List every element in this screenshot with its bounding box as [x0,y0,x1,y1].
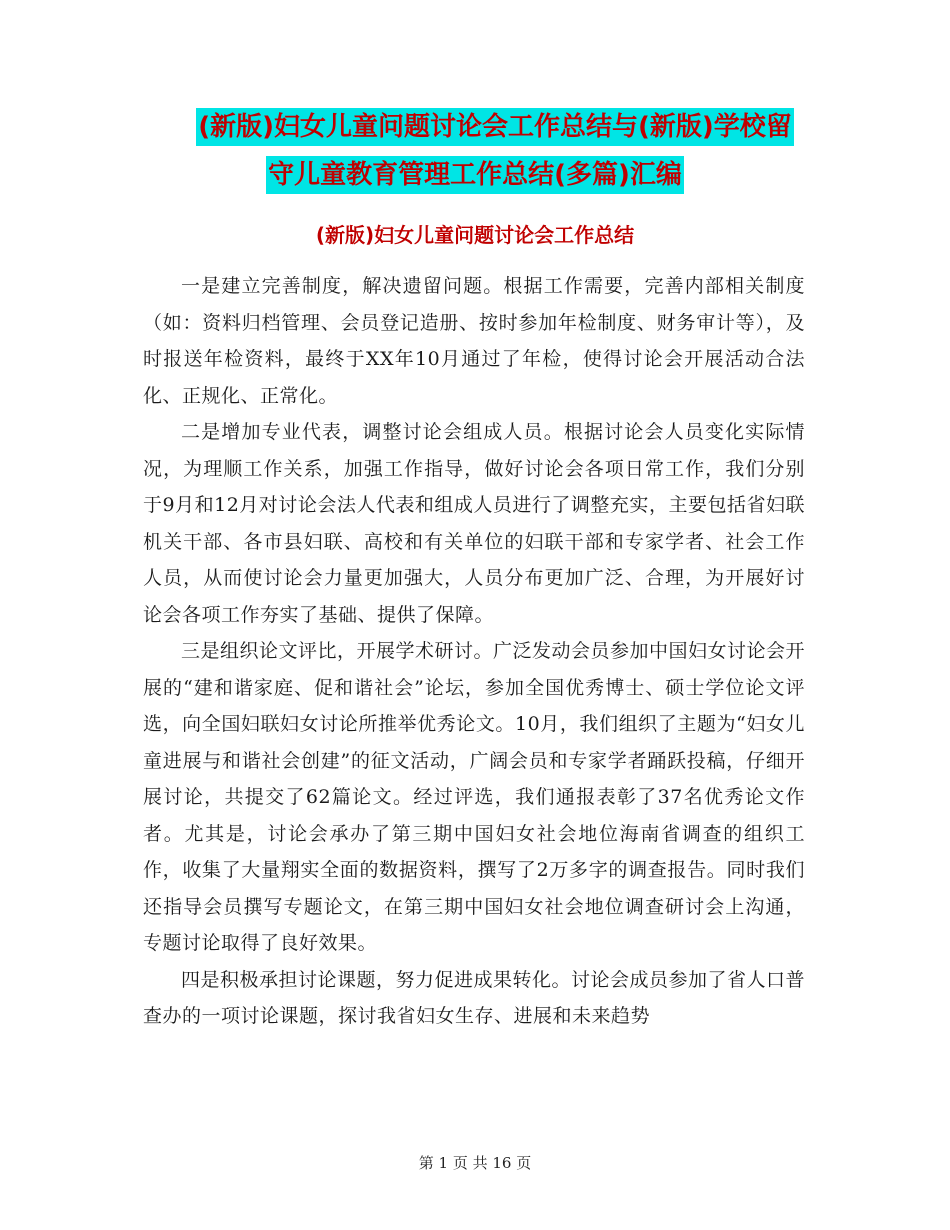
paragraph: 四是积极承担讨论课题，努力促进成果转化。讨论会成员参加了省人口普查办的一项讨论课题，探讨我省妇女生存、进展和未来趋势 [143,968,806,1027]
paragraph: 二是增加专业代表，调整讨论会组成人员。根据讨论会人员变化实际情况，为理顺工作关系，加强工作指导，做好讨论会各项日常工作，我们分别于9月和12月对讨论会法人代表和组成人员进行了调整充实，主要包括省妇联机关干部、各市县妇联、高校和有关单位的妇联干部和专家学者、社会工作人员，从而使讨论会力量更加强大，人员分布更加广泛、合理，为开展好讨论会各项工作夯实了基础、提供了保障。 [143,421,805,626]
paragraph: 三是组织论文评比，开展学术研讨。广泛发动会员参加中国妇女讨论会开展的“建和谐家庭、促和谐社会”论坛，参加全国优秀博士、硕士学位论文评选，向全国妇联妇女讨论所推举优秀论文。10月，我们组织了主题为“妇女儿童进展与和谐社会创建”的征文活动，广阔会员和专家学者踊跃投稿，仔细开展讨论，共提交了62篇论文。经过评选，我们通报表彰了37名优秀论文作者。尤其是，讨论会承办了第三期中国妇女社会地位海南省调查的组织工作，收集了大量翔实全面的数据资料，撰写了2万多字的调查报告。同时我们还指导会员撰写专题论文，在第三期中国妇女社会地位调查研讨会上沟通，专题讨论取得了良好效果。 [143,640,806,954]
document-title-line-1: (新版)妇女儿童问题讨论会工作总结与(新版)学校留 [196,108,794,146]
document-body [143,268,805,1035]
section-title: (新版)妇女儿童问题讨论会工作总结 [315,223,635,247]
document-title-line-2: 守儿童教育管理工作总结(多篇)汇编 [266,156,684,194]
paragraph: 一是建立完善制度，解决遗留问题。根据工作需要，完善内部相关制度（如：资料归档管理、会员登记造册、按时参加年检制度、财务审计等），及时报送年检资料，最终于XX年10月通过了年检，使得讨论会开展活动合法化、正规化、正常化。 [143,275,805,407]
page-footer: 第 1 页 共 16 页 [418,1154,532,1172]
document-title [0,108,950,204]
